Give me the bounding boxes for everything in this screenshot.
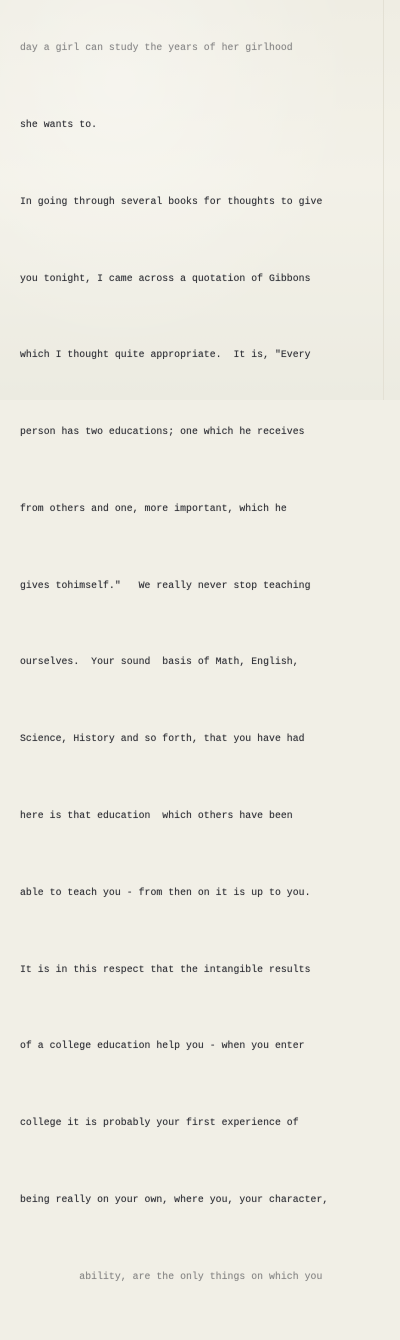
typewritten-text [20,0,382,1340]
text-line-15: college it is probably your first experience of [20,1117,299,1129]
text-line-6: person has two educations; one which he receives [20,426,305,438]
text-line-4: you tonight, I came across a quotation of Gibbons [20,272,311,284]
text-line-14: of a college education help you - when you enter [20,1040,305,1052]
text-line-11: here is that education which others have been [20,810,293,821]
text-line-1: day a girl can study the years of her girlhood [20,42,293,54]
text-line-10: Science, History and so forth, that you have had [20,733,305,745]
text-line-16: being really on your own, where you, your character, [20,1193,329,1205]
text-line-9: ourselves. Your sound basis of Math, English, [20,656,299,668]
text-line-17: ability, are the only things on which you [20,1270,323,1282]
text-line-12: able to teach you - from then on it is up to you. [20,886,311,898]
text-line-2: she wants to. [20,118,98,130]
text-line-13: It is in this respect that the intangible results [20,963,311,975]
text-line-3: In going through several books for thoughts to give [20,195,323,207]
page-fold-line [383,0,384,400]
text-line-8: gives tohimself." We really never stop teaching [20,579,311,591]
text-line-7: from others and one, more important, which he [20,502,287,514]
text-line-5: which I thought quite appropriate. It is, "Every [20,349,311,361]
